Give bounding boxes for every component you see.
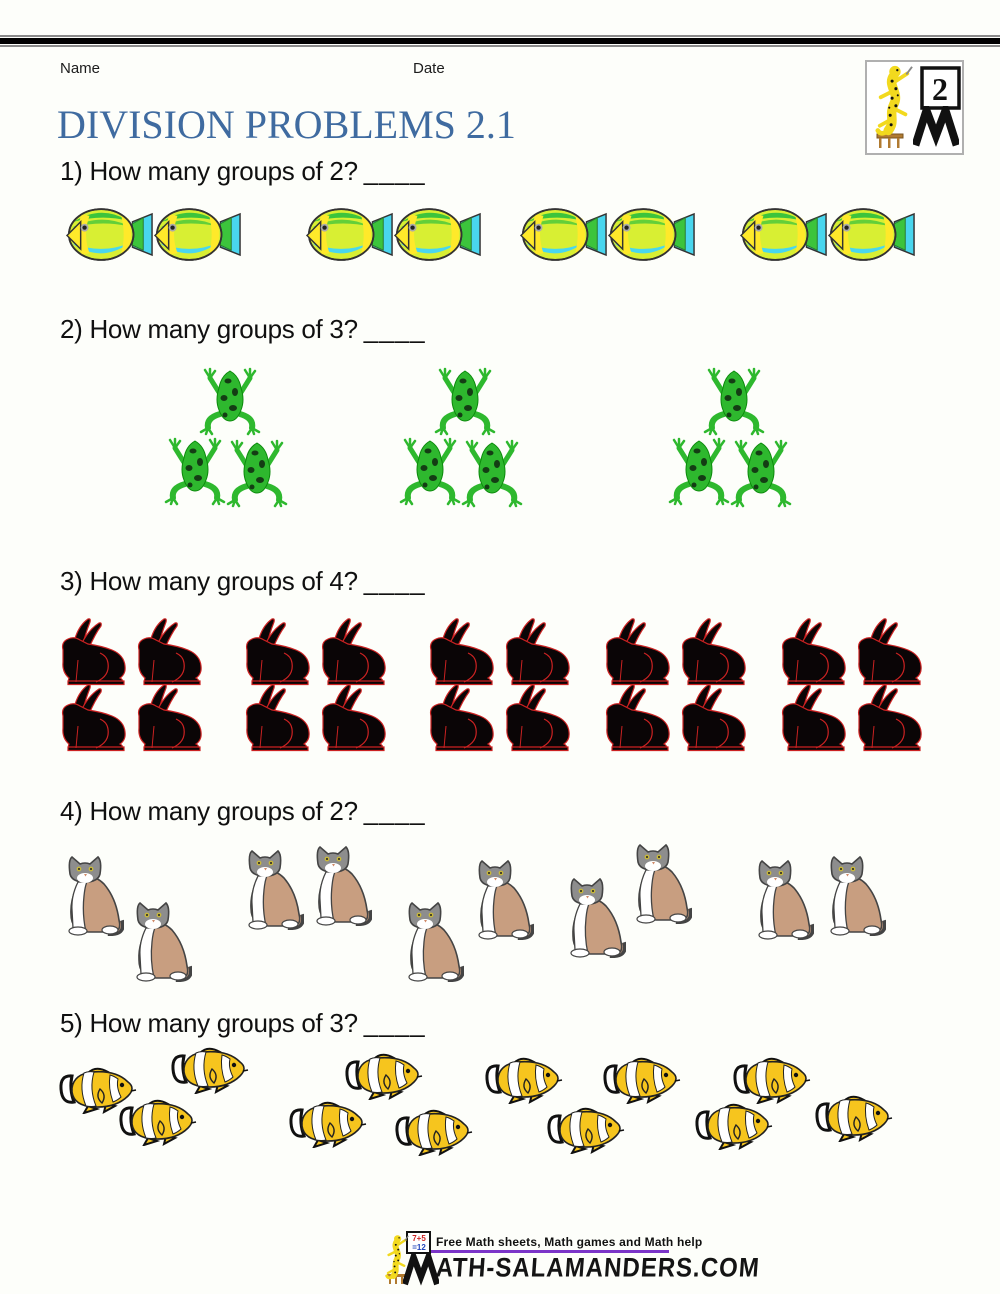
- math-salamanders-logo-icon: [865, 60, 965, 156]
- clownfish-icon: [546, 1106, 626, 1154]
- name-label: Name: [60, 60, 101, 77]
- frog-icon: [225, 438, 289, 508]
- rabbit-icon: [318, 618, 390, 686]
- footer-wordmark: ATH-SALAMANDERS.COM: [434, 1253, 761, 1284]
- frog-icon: [398, 436, 462, 506]
- frog-icon: [702, 366, 766, 436]
- rabbit-icon: [242, 684, 314, 752]
- rabbit-icon: [426, 618, 498, 686]
- rabbit-icon: [678, 684, 750, 752]
- frog-icon: [198, 366, 262, 436]
- rabbit-icon: [134, 684, 206, 752]
- tropical-fish-icon: [394, 206, 482, 263]
- clownfish-icon: [694, 1102, 774, 1150]
- clownfish-icon: [344, 1052, 424, 1100]
- tropical-fish-icon: [828, 206, 916, 263]
- question-1-label: 1) How many groups of 2?: [60, 156, 358, 186]
- question-4: [60, 796, 426, 827]
- question-5-answer-blank[interactable]: ____: [363, 1008, 426, 1038]
- rabbit-icon: [602, 618, 674, 686]
- cat-icon: [58, 852, 124, 936]
- rabbit-icon: [778, 618, 850, 686]
- clownfish-icon: [732, 1056, 812, 1104]
- cat-icon: [468, 856, 534, 940]
- question-5: [60, 1008, 426, 1039]
- question-3-answer-blank[interactable]: ____: [363, 566, 426, 596]
- rabbit-icon: [854, 618, 926, 686]
- question-3-label: 3) How many groups of 4?: [60, 566, 358, 596]
- clownfish-icon: [484, 1056, 564, 1104]
- cat-icon: [238, 846, 304, 930]
- cat-icon: [126, 898, 192, 982]
- cat-icon: [820, 852, 886, 936]
- clownfish-icon: [118, 1098, 198, 1146]
- frog-icon: [729, 438, 793, 508]
- rabbit-icon: [602, 684, 674, 752]
- question-1: [60, 156, 426, 187]
- question-2-answer-blank[interactable]: ____: [363, 314, 426, 344]
- rabbit-icon: [502, 618, 574, 686]
- cat-icon: [748, 856, 814, 940]
- date-label: Date: [413, 60, 445, 77]
- footer-board-line2: =12: [412, 1243, 426, 1252]
- page-title: DIVISION PROBLEMS 2.1: [57, 102, 516, 147]
- frog-icon: [163, 436, 227, 506]
- clownfish-icon: [814, 1094, 894, 1142]
- rabbit-icon: [502, 684, 574, 752]
- tropical-fish-icon: [520, 206, 608, 263]
- tropical-fish-icon: [740, 206, 828, 263]
- question-4-answer-blank[interactable]: ____: [363, 796, 426, 826]
- clownfish-icon: [170, 1046, 250, 1094]
- clownfish-icon: [602, 1056, 682, 1104]
- rabbit-icon: [58, 684, 130, 752]
- rabbit-icon: [242, 618, 314, 686]
- cat-icon: [626, 840, 692, 924]
- clownfish-icon: [288, 1100, 368, 1148]
- frog-icon: [433, 366, 497, 436]
- footer-salamander-icon: [387, 1235, 409, 1278]
- footer-m-glyph: [405, 1257, 437, 1284]
- clownfish-icon: [394, 1108, 474, 1156]
- top-divider-bar: [0, 34, 1000, 47]
- question-5-label: 5) How many groups of 3?: [60, 1008, 358, 1038]
- rabbit-icon: [318, 684, 390, 752]
- question-4-label: 4) How many groups of 2?: [60, 796, 358, 826]
- rabbit-icon: [134, 618, 206, 686]
- cat-icon: [560, 874, 626, 958]
- logo-badge-number: 2: [932, 71, 948, 107]
- footer-logo-icon: [381, 1230, 441, 1286]
- tropical-fish-icon: [306, 206, 394, 263]
- question-3: [60, 566, 426, 597]
- cat-icon: [306, 842, 372, 926]
- question-2-label: 2) How many groups of 3?: [60, 314, 358, 344]
- rabbit-icon: [426, 684, 498, 752]
- footer-board-line1: 7+5: [412, 1234, 426, 1243]
- question-2: [60, 314, 426, 345]
- frog-icon: [460, 438, 524, 508]
- rabbit-icon: [778, 684, 850, 752]
- footer-tagline: Free Math sheets, Math games and Math help: [436, 1235, 703, 1249]
- tropical-fish-icon: [608, 206, 696, 263]
- tropical-fish-icon: [66, 206, 154, 263]
- rabbit-icon: [678, 618, 750, 686]
- cat-icon: [398, 898, 464, 982]
- frog-icon: [667, 436, 731, 506]
- rabbit-icon: [854, 684, 926, 752]
- question-1-answer-blank[interactable]: ____: [363, 156, 426, 186]
- tropical-fish-icon: [154, 206, 242, 263]
- rabbit-icon: [58, 618, 130, 686]
